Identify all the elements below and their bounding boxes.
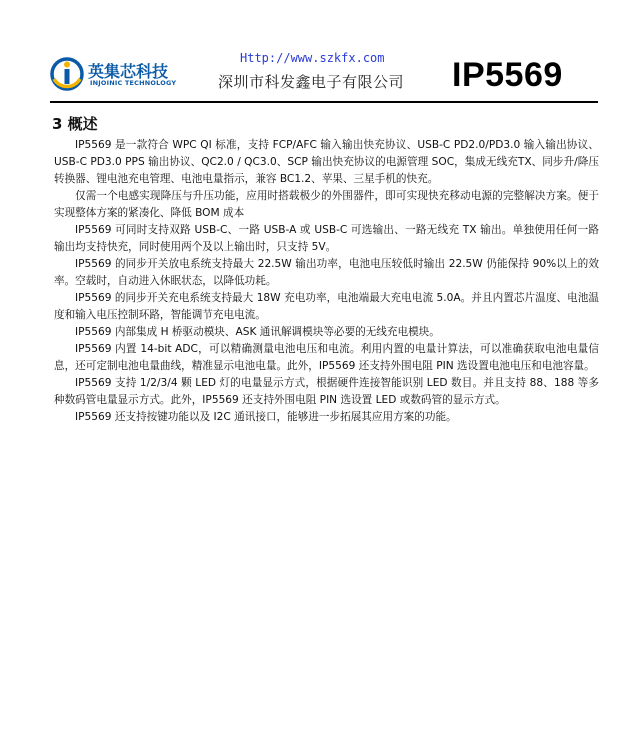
- website-link[interactable]: Http://www.szkfx.com: [240, 51, 385, 65]
- logo-chinese-name: 英集芯科技: [88, 62, 169, 81]
- paragraph: IP5569 内置 14-bit ADC，可以精确测量电池电压和电流。利用内置的电量计算法，可以准确获取电池电量信息，还可定制电池电量曲线，精准显示电池电量。此外，IP5569 还支持外围电阻 PIN 选设置电池电压和电池容量。: [54, 343, 599, 372]
- paragraph: IP5569 可同时支持双路 USB-C、一路 USB-A 或 USB-C 可选输出、一路无线充 TX 输出。单独使用任何一路输出均支持快充，同时使用两个及以上输出时，只支持 5V。: [54, 224, 599, 253]
- section-heading: 3 概述: [52, 115, 98, 133]
- company-name: 深圳市科发鑫电子有限公司: [218, 73, 405, 91]
- paragraph: IP5569 的同步开关充电系统支持最大 18W 充电功率，电池端最大充电电流 5.0A。并且内置芯片温度、电池温度和输入电压控制环路，智能调节充电电流。: [54, 292, 599, 321]
- page-header: [0, 0, 635, 104]
- paragraph: IP5569 的同步开关放电系统支持最大 22.5W 输出功率，电池电压较低时输出 22.5W 仍能保持 90%以上的效率。空载时，自动进入休眠状态，以降低功耗。: [54, 258, 599, 287]
- product-model: IP5569: [452, 56, 563, 94]
- paragraph: IP5569 还支持按键功能以及 I2C 通讯接口，能够进一步拓展其应用方案的功能。: [75, 411, 457, 423]
- overview-body: [54, 137, 599, 426]
- company-logo: [50, 57, 180, 91]
- logo-english-name: INJOINIC TECHNOLOGY: [90, 79, 177, 87]
- paragraph: IP5569 支持 1/2/3/4 颗 LED 灯的电量显示方式，根据硬件连接智能识别 LED 数目。并且支持 88、188 等多种数码管电量显示方式。此外，IP5569 还支持外围电阻 PIN 选设置 LED 或数码管的显示方式。: [54, 377, 599, 406]
- paragraph: IP5569 是一款符合 WPC QI 标准，支持 FCP/AFC 输入输出快充协议、USB-C PD2.0/PD3.0 输入输出协议、USB-C PD3.0 PPS 输出协议、QC2.0 / QC3.0、SCP 输出快充协议的电源管理 SOC，集成无线充TX、同步升/降压转换器、锂电池充电管理、电池电量指示，兼容 BC1.2、苹果、三星手机的快充。: [54, 139, 599, 185]
- injoinic-logo-icon: [50, 57, 84, 91]
- header-divider: [50, 101, 598, 103]
- paragraph: IP5569 内部集成 H 桥驱动模块、ASK 通讯解调模块等必要的无线充电模块。: [75, 326, 440, 338]
- paragraph: 仅需一个电感实现降压与升压功能，应用时搭载极少的外围器件，即可实现快充移动电源的完整解决方案。便于实现整体方案的紧凑化、降低 BOM 成本: [54, 190, 599, 219]
